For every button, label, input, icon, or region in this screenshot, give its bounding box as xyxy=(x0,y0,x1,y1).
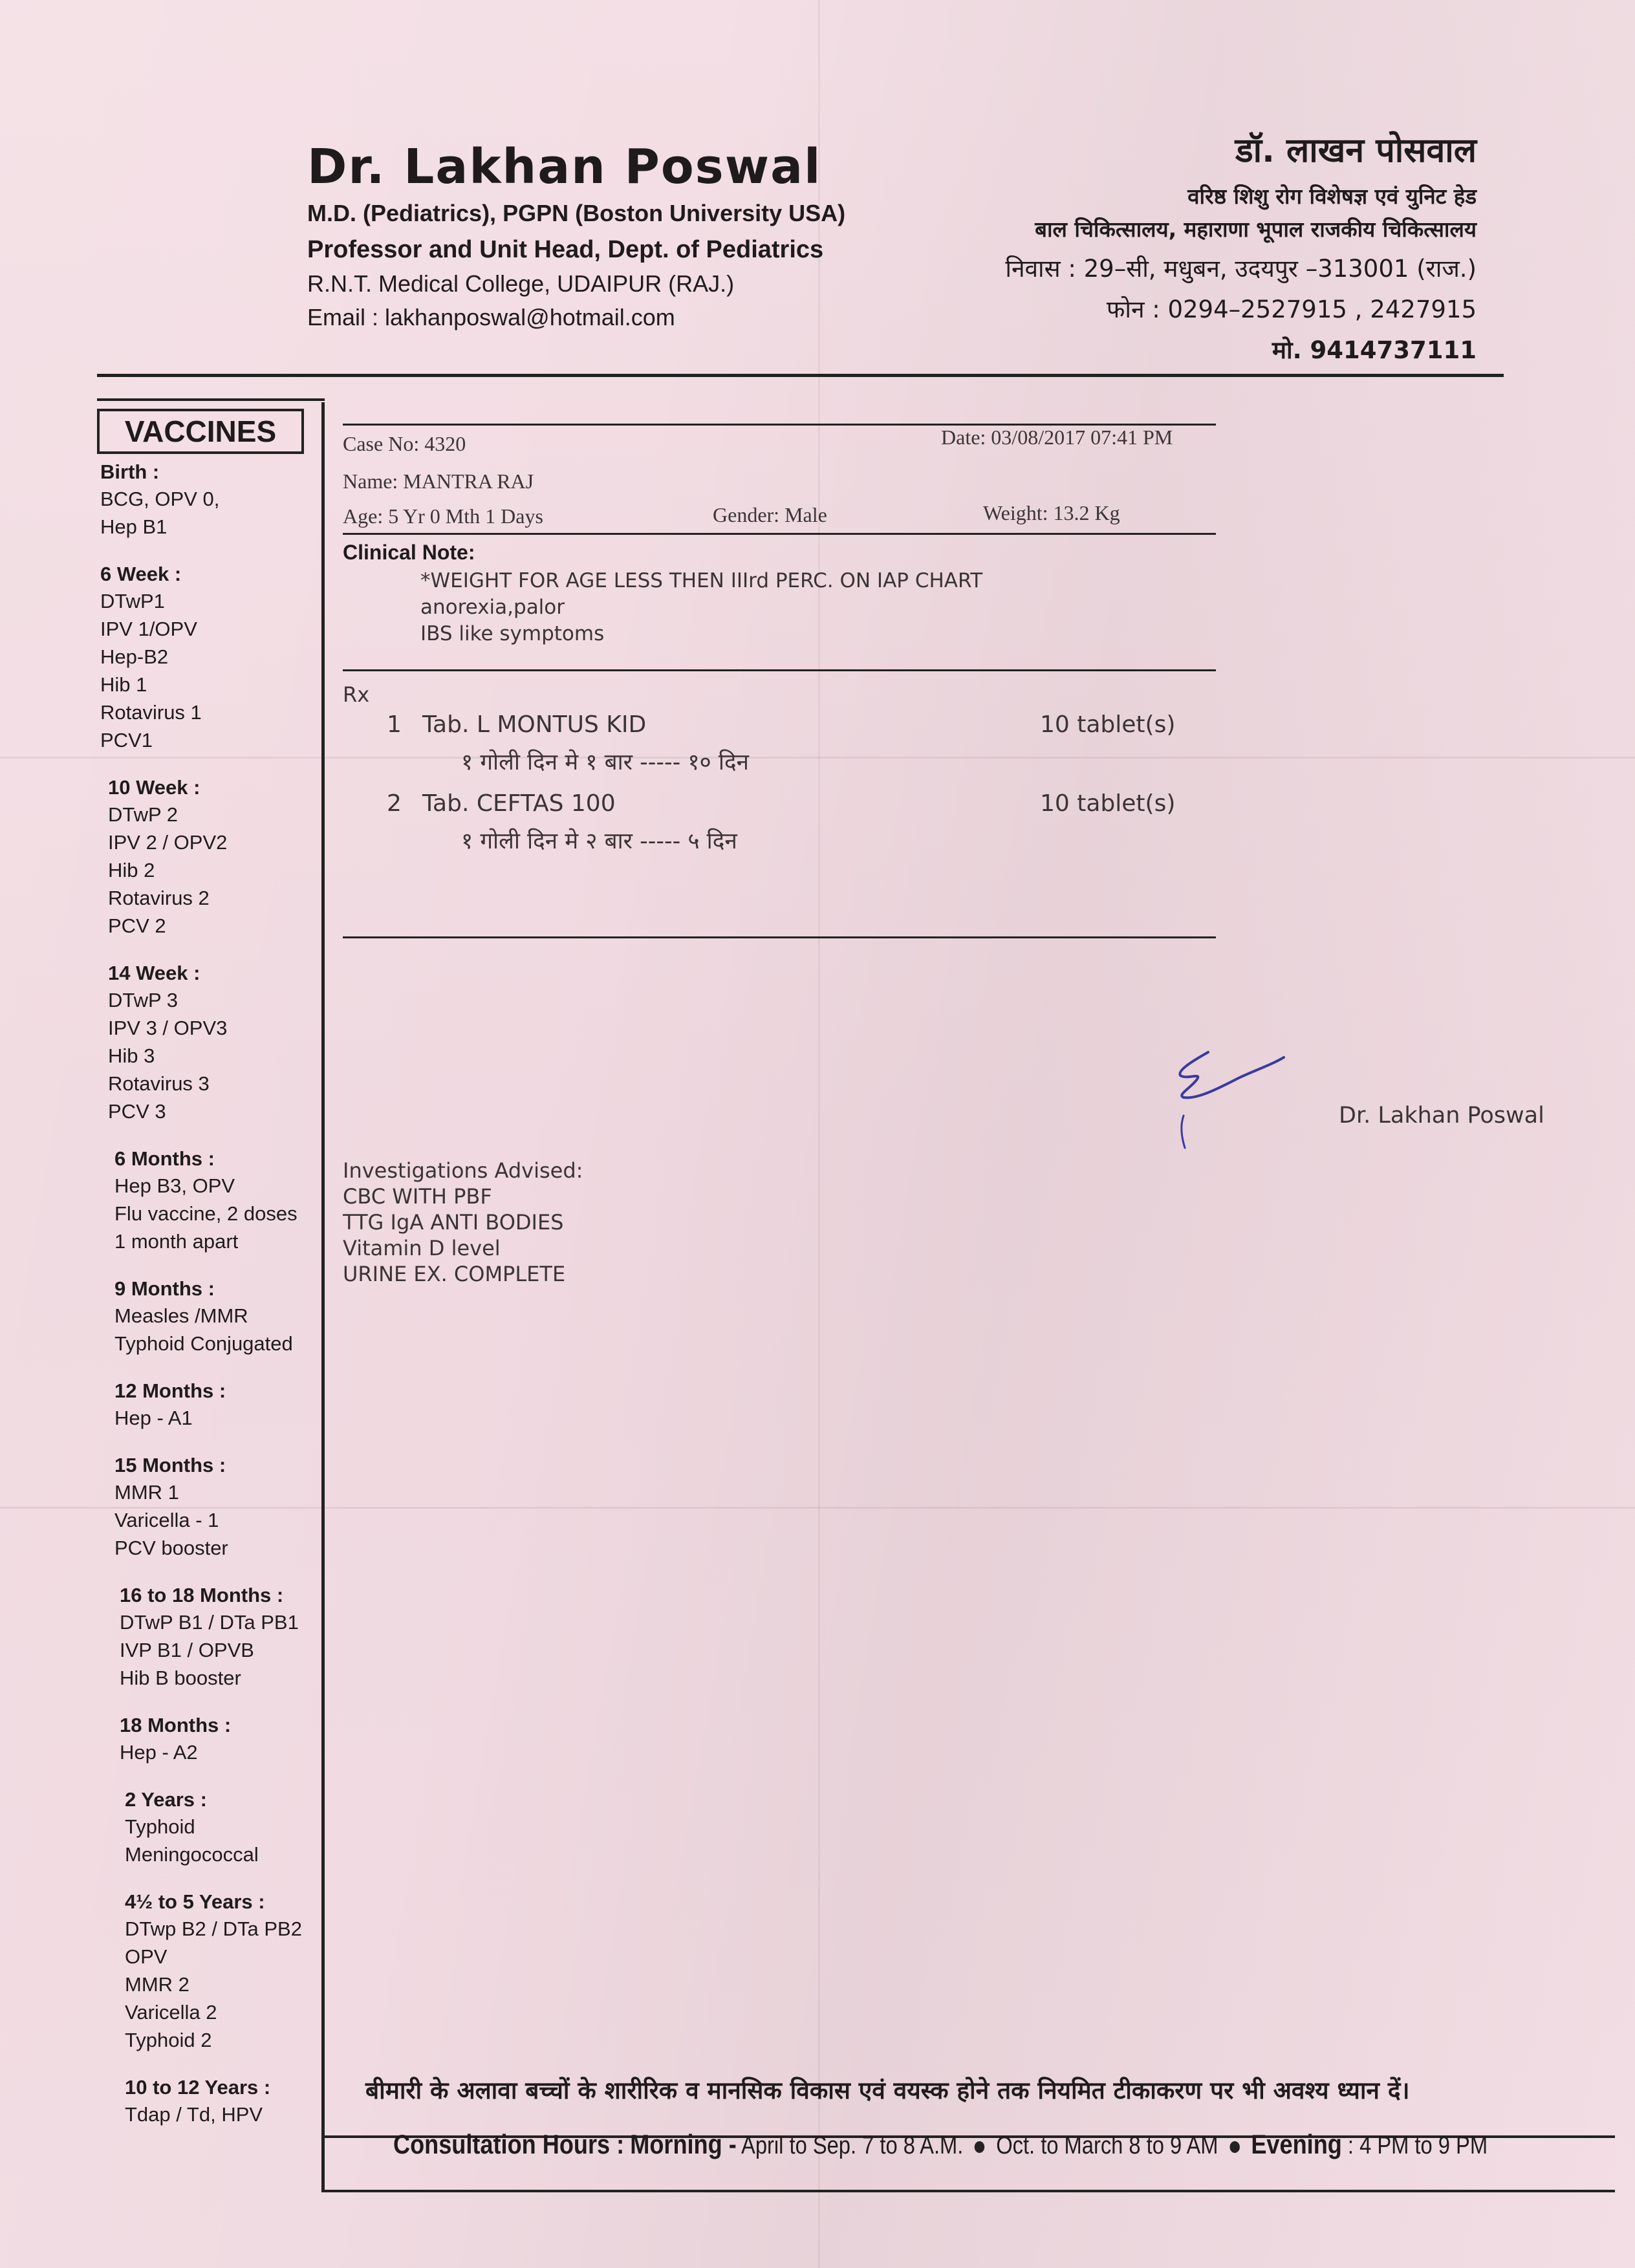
vaccine-item: Rotavirus 2 xyxy=(108,887,210,909)
medication-dosage: १ गोली दिन मे १ बार ----- १० दिन xyxy=(461,750,749,775)
clinical-note xyxy=(420,568,982,647)
residence-hindi: निवास : 29–सी, मधुबन, उदयपुर –313001 (राज.) xyxy=(1005,255,1477,283)
vaccine-item: BCG, OPV 0, xyxy=(100,488,220,510)
vaccine-group-heading: 9 Months : xyxy=(114,1277,215,1300)
college: R.N.T. Medical College, UDAIPUR (RAJ.) xyxy=(307,270,735,297)
vaccine-item: Varicella 2 xyxy=(125,2001,217,2024)
evening-label: Evening xyxy=(1251,2129,1342,2159)
vaccine-item: IVP B1 / OPVB xyxy=(120,1639,254,1661)
vaccine-group-heading: 18 Months : xyxy=(120,1714,232,1736)
vaccine-item: PCV 2 xyxy=(108,914,166,937)
footer-bottom-rule xyxy=(321,2190,1615,2192)
vaccine-item: 1 month apart xyxy=(114,1230,239,1253)
patient-age: Age: 5 Yr 0 Mth 1 Days xyxy=(343,504,543,528)
vaccine-item: PCV1 xyxy=(100,729,153,751)
vaccine-group xyxy=(120,1714,320,1766)
investigation-item: URINE EX. COMPLETE xyxy=(343,1262,566,1286)
vaccine-item: Measles /MMR xyxy=(114,1304,248,1327)
vaccine-item: Rotavirus 3 xyxy=(108,1072,210,1095)
designation: Professor and Unit Head, Dept. of Pediatrics xyxy=(307,236,824,263)
vaccine-item: IPV 1/OPV xyxy=(100,618,197,640)
vaccine-group xyxy=(100,563,320,754)
vaccination-reminder: बीमारी के अलावा बच्चों के शारीरिक व मानसिक विकास एवं वयस्क होने तक नियमित टीकाकरण पर भी अवश्य ध्यान दें। xyxy=(365,2077,1410,2104)
vaccine-group-heading: Birth : xyxy=(100,460,160,483)
bullet-icon xyxy=(1229,2141,1239,2153)
vaccine-group xyxy=(120,1584,320,1692)
investigation-item: TTG IgA ANTI BODIES xyxy=(343,1210,564,1235)
title-hindi: वरिष्ठ शिशु रोग विशेषज्ञ एवं युनिट हेड xyxy=(1187,184,1477,209)
investigation-item: CBC WITH PBF xyxy=(343,1184,492,1209)
vaccine-item: Typhoid xyxy=(125,1815,195,1838)
vaccine-group xyxy=(114,1379,320,1432)
email: Email : lakhanposwal@hotmail.com xyxy=(307,304,675,330)
vaccine-item: Hib 2 xyxy=(108,859,155,881)
vaccine-item: Tdap / Td, HPV xyxy=(125,2103,263,2126)
medication-item xyxy=(387,790,1228,854)
medication-name: Tab. CEFTAS 100 xyxy=(422,790,616,817)
signature-name: Dr. Lakhan Poswal xyxy=(1339,1103,1544,1129)
vaccine-group xyxy=(125,2076,320,2128)
vaccine-item: MMR 2 xyxy=(125,1973,189,1996)
vaccine-item: Flu vaccine, 2 doses xyxy=(114,1202,298,1225)
morning-hours-2: Oct. to March 8 to 9 AM xyxy=(996,2132,1218,2159)
vaccines-title: VACCINES xyxy=(97,409,304,454)
vaccine-group-heading: 10 to 12 Years : xyxy=(125,2076,271,2099)
vaccine-item: Hep B1 xyxy=(100,515,168,538)
vaccine-item: IPV 3 / OPV3 xyxy=(108,1017,228,1039)
visit-date: Date: 03/08/2017 07:41 PM xyxy=(941,426,1173,449)
hospital-hindi: बाल चिकित्सालय, महाराणा भूपाल राजकीय चिकित्सालय xyxy=(1035,217,1477,242)
qualification: M.D. (Pediatrics), PGPN (Boston University USA) xyxy=(307,200,846,226)
vaccine-item: Hep B3, OPV xyxy=(114,1174,235,1197)
vaccine-group xyxy=(125,1788,320,1868)
signature-scribble xyxy=(1158,1044,1287,1154)
doctor-name: Dr. Lakhan Poswal xyxy=(307,139,822,195)
vaccine-item: Hib 1 xyxy=(100,673,147,696)
vaccine-item: Hib 3 xyxy=(108,1044,155,1067)
letterhead-hindi xyxy=(830,126,1477,365)
letterhead-english xyxy=(307,139,889,331)
header-divider xyxy=(97,374,1504,377)
vaccine-item: DTwp B2 / DTa PB2 xyxy=(125,1917,302,1940)
vaccine-group xyxy=(114,1454,320,1562)
patient-weight: Weight: 13.2 Kg xyxy=(983,501,1120,524)
case-number: Case No: 4320 xyxy=(343,432,466,455)
vaccine-item: Rotavirus 1 xyxy=(100,701,202,724)
doctor-name-hindi: डॉ. लाखन पोसवाल xyxy=(1235,131,1477,170)
vaccine-group-heading: 2 Years : xyxy=(125,1788,207,1811)
medication-index: 1 xyxy=(387,711,402,738)
morning-hours-1: April to Sep. 7 to 8 A.M. xyxy=(741,2132,964,2159)
medication-quantity: 10 tablet(s) xyxy=(1040,790,1176,817)
vaccine-group-heading: 14 Week : xyxy=(108,962,200,984)
vaccine-item: PCV booster xyxy=(114,1537,228,1559)
paper-fold xyxy=(818,0,820,2268)
medication-quantity: 10 tablet(s) xyxy=(1040,711,1176,738)
vaccine-group xyxy=(114,1277,320,1357)
vaccine-item: Hep-B2 xyxy=(100,645,169,668)
vaccine-item: Hib B booster xyxy=(120,1667,241,1689)
vaccine-item: Typhoid 2 xyxy=(125,2029,212,2051)
sidebar-top-rule xyxy=(97,398,325,401)
clinical-line: anorexia,palor xyxy=(420,596,565,619)
vaccine-group xyxy=(100,460,320,541)
investigations-label: Investigations Advised: xyxy=(343,1158,583,1183)
clinical-note-label: Clinical Note: xyxy=(343,541,475,564)
vaccine-group-heading: 6 Months : xyxy=(114,1147,215,1170)
vaccine-item: DTwP 2 xyxy=(108,803,178,826)
patient-name: Name: MANTRA RAJ xyxy=(343,470,534,493)
vaccine-item: Typhoid Conjugated xyxy=(114,1332,293,1355)
vaccine-group xyxy=(125,1890,320,2054)
medication-index: 2 xyxy=(387,790,402,817)
rx-bottom-rule xyxy=(343,936,1216,938)
sidebar-divider xyxy=(321,402,325,2190)
phone-hindi: फोन : 0294–2527915 , 2427915 xyxy=(1106,296,1477,323)
morning-label: Morning - xyxy=(630,2129,737,2159)
vaccine-item: Varicella - 1 xyxy=(114,1509,219,1531)
vaccine-group-heading: 12 Months : xyxy=(114,1379,226,1402)
vaccine-group-heading: 15 Months : xyxy=(114,1454,226,1476)
investigation-item: Vitamin D level xyxy=(343,1236,501,1260)
vaccine-item: OPV xyxy=(125,1945,168,1968)
consultation-hours xyxy=(393,2129,1488,2160)
vaccine-group xyxy=(108,776,320,940)
vaccine-item: DTwP 3 xyxy=(108,989,178,1011)
vaccine-group-heading: 16 to 18 Months : xyxy=(120,1584,284,1606)
vaccine-group-heading: 6 Week : xyxy=(100,563,182,585)
vaccine-item: Hep - A1 xyxy=(114,1407,193,1429)
mobile-hindi: मो. 9414737111 xyxy=(1272,336,1477,364)
bullet-icon xyxy=(975,2141,984,2153)
vaccine-group-heading: 4½ to 5 Years : xyxy=(125,1890,265,1913)
vaccine-item: IPV 2 / OPV2 xyxy=(108,831,228,854)
vaccine-item: PCV 3 xyxy=(108,1100,166,1123)
vaccine-group-heading: 10 Week : xyxy=(108,776,200,799)
clinical-line: IBS like symptoms xyxy=(420,622,605,645)
clinical-line: *WEIGHT FOR AGE LESS THEN IIIrd PERC. ON IAP CHART xyxy=(420,569,983,592)
vaccine-item: Meningococcal xyxy=(125,1843,259,1866)
clinical-bottom-rule xyxy=(343,669,1216,671)
vaccine-item: DTwP1 xyxy=(100,590,165,612)
patient-gender: Gender: Male xyxy=(713,503,827,526)
rx-label: Rx xyxy=(343,682,370,707)
medication-dosage: १ गोली दिन मे २ बार ----- ५ दिन xyxy=(461,828,737,854)
vaccine-schedule xyxy=(100,460,320,2150)
medication-item xyxy=(387,711,1228,775)
consultation-label: Consultation Hours : xyxy=(393,2129,625,2159)
vaccine-group xyxy=(114,1147,320,1255)
case-bottom-rule xyxy=(343,533,1216,535)
vaccine-item: MMR 1 xyxy=(114,1481,179,1504)
vaccine-item: Hep - A2 xyxy=(120,1741,198,1764)
medication-name: Tab. L MONTUS KID xyxy=(422,711,647,738)
vaccine-item: DTwP B1 / DTa PB1 xyxy=(120,1611,299,1634)
vaccine-group xyxy=(108,962,320,1125)
evening-hours: : 4 PM to 9 PM xyxy=(1347,2132,1488,2159)
investigations xyxy=(343,1158,583,1287)
